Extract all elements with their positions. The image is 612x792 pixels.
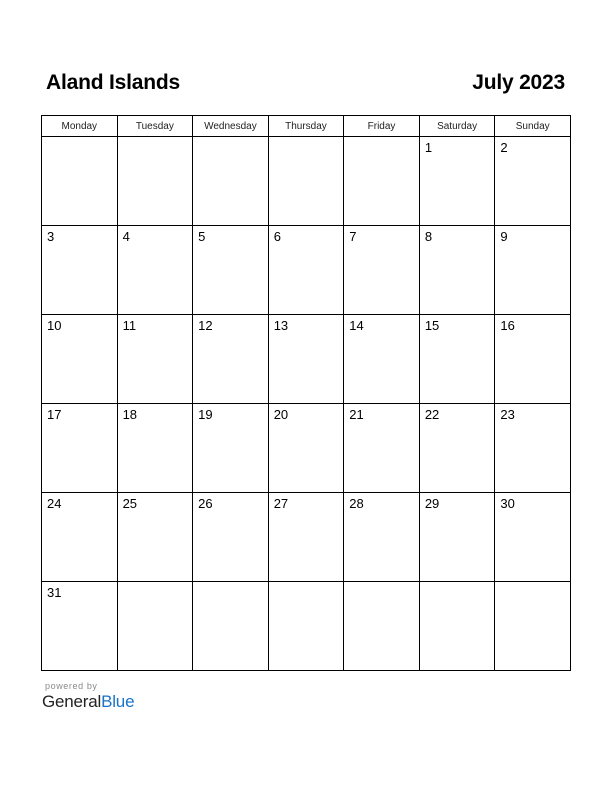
day-cell [344, 226, 420, 315]
brand-general-text: General [42, 692, 102, 711]
weekday-thursday: Thursday [268, 116, 344, 137]
weekday-monday: Monday [42, 116, 118, 137]
day-cell [268, 137, 344, 226]
day-cell [268, 582, 344, 671]
day-cell [42, 226, 118, 315]
day-number: 2 [500, 140, 508, 155]
day-number: 16 [500, 318, 515, 333]
day-cell [344, 582, 420, 671]
day-number: 19 [198, 407, 213, 422]
day-number: 3 [47, 229, 55, 244]
powered-by-text: powered by [45, 681, 98, 691]
day-number: 23 [500, 407, 515, 422]
weekday-wednesday: Wednesday [193, 116, 269, 137]
day-number: 11 [122, 318, 137, 333]
day-number: 28 [349, 496, 364, 511]
day-number: 10 [47, 318, 62, 333]
weekday-tuesday: Tuesday [117, 116, 193, 137]
day-number: 25 [122, 496, 138, 511]
day-cell [193, 404, 269, 493]
day-cell [419, 493, 495, 582]
day-cell [344, 137, 420, 226]
week-row [42, 315, 571, 404]
day-cell [419, 404, 495, 493]
day-cell [495, 226, 571, 315]
day-number: 1 [424, 140, 433, 155]
day-number: 13 [273, 318, 289, 333]
day-cell [193, 226, 269, 315]
day-number: 20 [273, 407, 289, 422]
day-cell [495, 137, 571, 226]
day-cell [268, 404, 344, 493]
weekday-sunday: Sunday [495, 116, 571, 137]
day-cell [419, 582, 495, 671]
day-cell [495, 315, 571, 404]
day-cell [268, 226, 344, 315]
day-cell [117, 582, 193, 671]
day-cell [495, 404, 571, 493]
day-cell [419, 315, 495, 404]
day-number: 18 [122, 407, 138, 422]
day-number: 15 [424, 318, 440, 333]
day-cell [117, 493, 193, 582]
brand-blue-text: Blue [101, 692, 135, 711]
weekday-friday: Friday [344, 116, 420, 137]
day-cell [193, 582, 269, 671]
day-number: 9 [500, 229, 508, 244]
brand-logo[interactable] [42, 692, 134, 712]
day-number: 29 [424, 496, 440, 511]
day-cell [344, 493, 420, 582]
day-cell [42, 315, 118, 404]
month-year-title: July 2023 [472, 71, 565, 94]
day-cell [419, 137, 495, 226]
day-cell [344, 315, 420, 404]
day-cell [42, 582, 118, 671]
day-cell [495, 582, 571, 671]
day-number: 17 [47, 407, 62, 422]
day-number: 8 [424, 229, 433, 244]
day-cell [193, 493, 269, 582]
day-cell [42, 137, 118, 226]
day-number: 14 [349, 318, 364, 333]
day-cell [495, 493, 571, 582]
day-cell [268, 493, 344, 582]
day-cell [117, 226, 193, 315]
day-number: 22 [424, 407, 440, 422]
day-number: 31 [47, 585, 62, 600]
day-number: 21 [349, 407, 364, 422]
calendar-grid [41, 115, 571, 671]
day-number: 6 [273, 229, 281, 244]
country-title: Aland Islands [46, 71, 180, 94]
week-row [42, 226, 571, 315]
day-cell [193, 137, 269, 226]
week-row [42, 493, 571, 582]
week-row [42, 137, 571, 226]
day-cell [419, 226, 495, 315]
day-number: 7 [349, 229, 357, 244]
day-cell [42, 493, 118, 582]
week-row [42, 404, 571, 493]
day-cell [117, 404, 193, 493]
day-cell [117, 137, 193, 226]
week-row [42, 582, 571, 671]
day-number: 5 [198, 229, 206, 244]
day-number: 4 [122, 229, 130, 244]
day-cell [193, 315, 269, 404]
day-cell [344, 404, 420, 493]
day-number: 30 [500, 496, 515, 511]
day-number: 26 [198, 496, 213, 511]
weekday-header-row [42, 116, 571, 137]
weekday-saturday: Saturday [419, 116, 495, 137]
day-cell [117, 315, 193, 404]
footer-brand[interactable] [42, 681, 134, 712]
day-number: 24 [47, 496, 62, 511]
day-number: 27 [273, 496, 289, 511]
day-cell [268, 315, 344, 404]
day-number: 12 [198, 318, 213, 333]
day-cell [42, 404, 118, 493]
